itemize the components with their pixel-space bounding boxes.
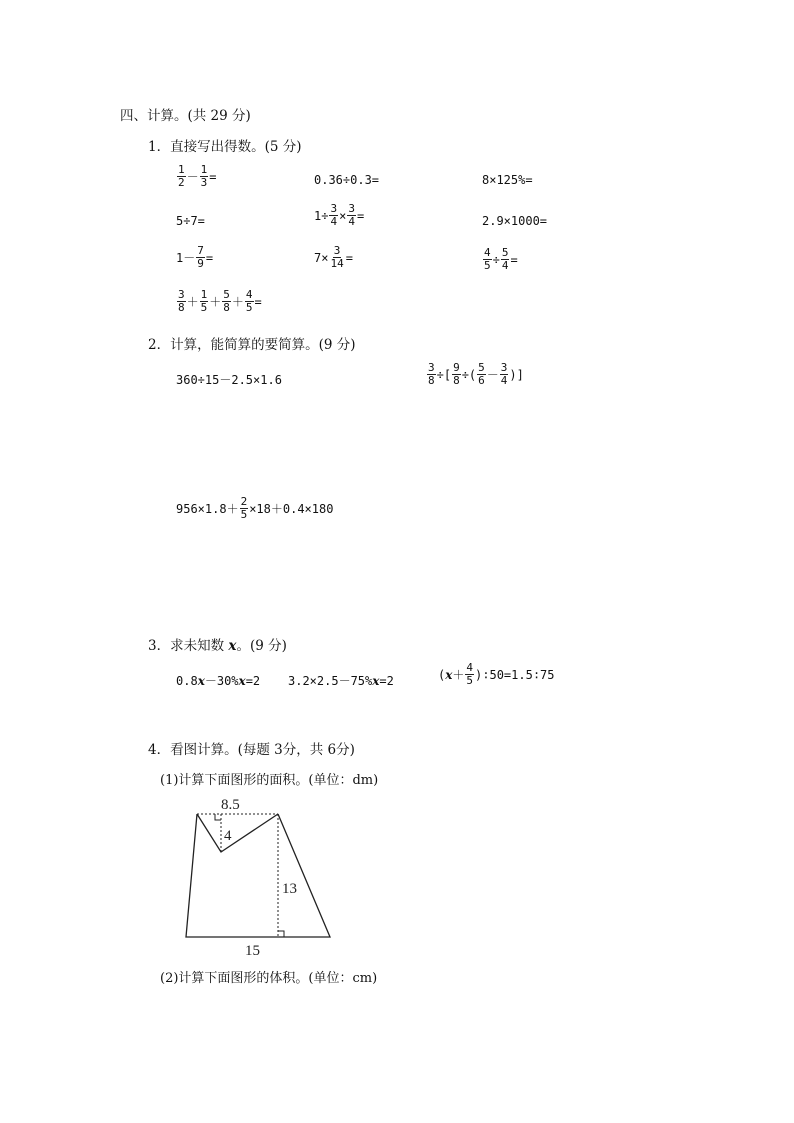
q1-expr-4: 5÷7= — [176, 214, 205, 228]
q1-expr-6: 2.9×1000= — [482, 214, 548, 228]
section-title: 四、计算。(共 29 分) — [120, 108, 251, 124]
q1-expr-3: 8×125%= — [482, 173, 533, 187]
label-base: 15 — [245, 943, 260, 959]
trapezoid-figure — [150, 790, 350, 965]
q1-expr-2: 0.36÷0.3= — [314, 173, 380, 187]
q4-title: 4．看图计算。(每题 3分，共 6分) — [148, 742, 355, 758]
q4-sub1: (1)计算下面图形的面积。(单位：dm) — [160, 773, 379, 788]
q3-expr-1: 0.8 x －30% x =2 — [176, 673, 261, 688]
q1-expr-1: $\frac{1}{2}$ － $\frac{1}{3}$ = — [178, 163, 217, 189]
label-height: 13 — [282, 881, 297, 897]
q2-expr-1: 360÷15－2.5×1.6 — [176, 373, 282, 387]
q3-title: 3．求未知数 x。(9 分) — [148, 638, 287, 654]
figure-outline — [186, 814, 330, 937]
q2-expr-2: $\frac{3}{8}$ ÷[ $\frac{9}{8}$ ÷( $\frac{5}{6}$ － $\frac{3}{4}$ )] — [428, 361, 524, 387]
q1-expr-5: 1÷ $\frac{3}{4}$ × $\frac{3}{4}$ = — [314, 202, 365, 228]
q1-expr-10: $\frac{3}{8}$ ＋ $\frac{1}{5}$ ＋ $\frac{5}{8}$ ＋ $\frac{4}{5}$ = — [178, 288, 262, 314]
label-notch: 4 — [224, 828, 232, 844]
q1-expr-9: $\frac{4}{5}$ ÷ $\frac{5}{4}$ = — [484, 246, 518, 272]
q3-expr-3: ( x ＋ $\frac{4}{5}$ )∶50=1.5∶75 — [438, 661, 555, 687]
q4-sub2: (2)计算下面图形的体积。(单位：cm) — [160, 971, 378, 986]
base-right-angle — [278, 931, 284, 937]
q1-expr-8: 7× $\frac{3}{14}$ = — [314, 244, 353, 270]
label-top: 8.5 — [221, 797, 240, 813]
figure-notch — [197, 814, 278, 852]
q1-title: 1．直接写出得数。(5 分) — [148, 139, 302, 155]
q3-expr-2: 3.2×2.5－75% x =2 — [288, 673, 394, 688]
q2-title: 2．计算，能简算的要简算。(9 分) — [148, 337, 356, 353]
q2-expr-3: 956×1.8＋ $\frac{2}{5}$ ×18＋0.4×180 — [176, 495, 334, 521]
notch-right-angle — [215, 814, 221, 820]
q1-expr-7: 1－ $\frac{7}{9}$ = — [176, 244, 214, 270]
